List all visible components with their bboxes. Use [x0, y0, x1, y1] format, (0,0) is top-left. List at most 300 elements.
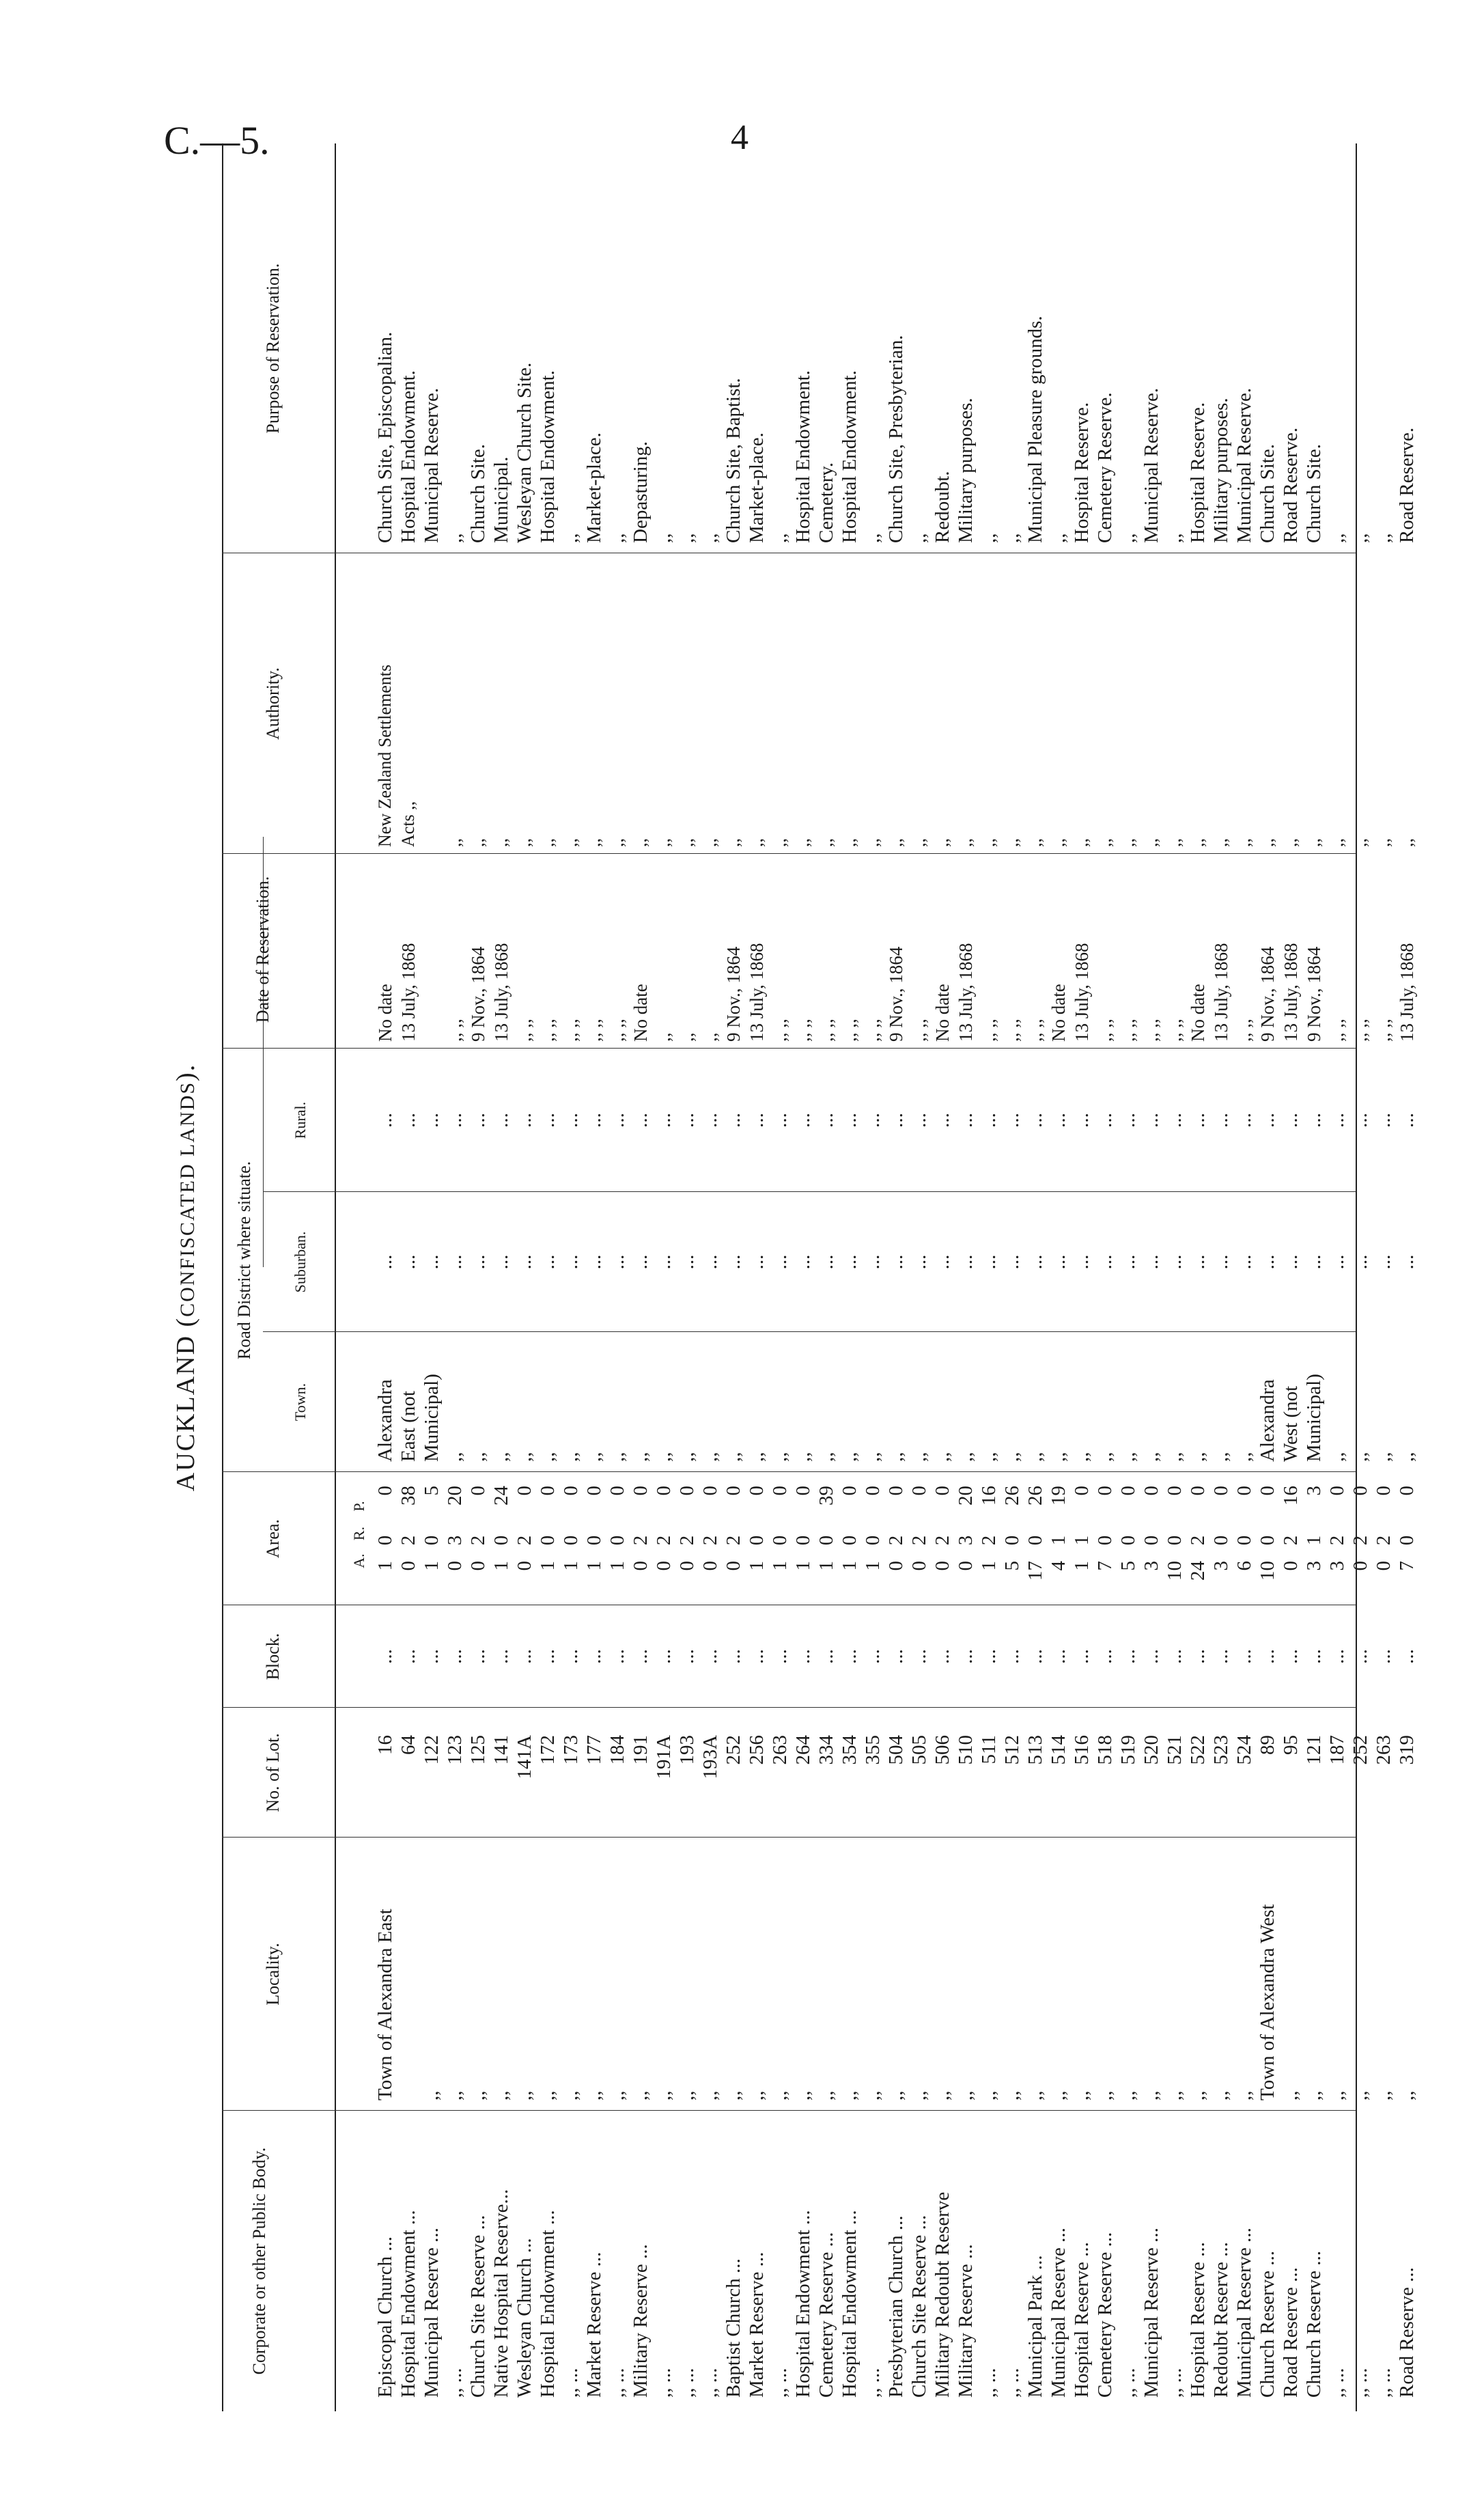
- column-divider: [222, 1048, 1356, 1049]
- cell-block: ...: [514, 1649, 535, 1664]
- cell-authority: ,,: [1164, 838, 1184, 847]
- cell-town: ,,: [1117, 1452, 1139, 1462]
- cell-authority: ,,: [1095, 838, 1115, 847]
- cell-rural: ...: [723, 1113, 744, 1128]
- cell-rural: ...: [1071, 1113, 1093, 1128]
- cell-locality: ,,: [1140, 2090, 1162, 2101]
- cell-date: No date: [375, 984, 395, 1042]
- cell-roods: 0: [1117, 1535, 1139, 1546]
- cell-authority: ,,: [1304, 838, 1324, 847]
- cell-locality: ,,: [1373, 2090, 1395, 2101]
- cell-roods: 2: [1280, 1535, 1302, 1546]
- cell-rural: ...: [978, 1113, 1000, 1128]
- cell-purpose: Municipal Reserve.: [1140, 387, 1162, 543]
- cell-town: ,,: [723, 1452, 744, 1462]
- cell-purpose: Hospital Reserve.: [1187, 402, 1209, 543]
- cell-lot: 516: [1071, 1735, 1093, 1765]
- cell-rural: ...: [444, 1113, 466, 1128]
- cell-lot: 64: [397, 1735, 419, 1755]
- cell-town: West (not: [1280, 1385, 1302, 1462]
- cell-date: ,, ,,: [863, 1018, 883, 1042]
- cell-authority: ,,: [677, 838, 697, 847]
- cell-date: ,, ,,: [561, 1018, 581, 1042]
- cell-rural: ...: [1396, 1113, 1418, 1128]
- cell-purpose: Church Site.: [467, 444, 489, 543]
- table-title: AUCKLAND (CONFISCATED LANDS).: [171, 1063, 200, 1492]
- cell-body: Road Reserve ...: [1280, 2267, 1302, 2398]
- cell-roods: 2: [676, 1535, 698, 1546]
- cell-town: ,,: [1094, 1452, 1116, 1462]
- cell-roods: 2: [1187, 1535, 1209, 1546]
- cell-lot: 334: [815, 1735, 837, 1765]
- cell-perches: 0: [1117, 1486, 1139, 1496]
- cell-suburban: ...: [792, 1254, 814, 1270]
- cell-body: Military Reserve ...: [955, 2244, 977, 2398]
- cell-roods: 0: [769, 1535, 791, 1546]
- cell-acres: 0: [1349, 1561, 1371, 1571]
- cell-roods: 3: [444, 1535, 466, 1546]
- cell-rural: ...: [560, 1113, 582, 1128]
- cell-perches: 0: [908, 1486, 930, 1496]
- cell-suburban: ...: [862, 1254, 884, 1270]
- cell-lot: 518: [1094, 1735, 1116, 1765]
- cell-lot: 505: [908, 1735, 930, 1765]
- cell-acres: 0: [676, 1561, 698, 1571]
- cell-date: 9 Nov., 1864: [1257, 946, 1278, 1042]
- cell-purpose: Municipal Pleasure grounds.: [1024, 316, 1046, 543]
- cell-roods: 0: [1094, 1535, 1116, 1546]
- cell-locality: ,,: [1396, 2090, 1418, 2101]
- cell-authority: ,,: [1211, 838, 1231, 847]
- cell-perches: 0: [746, 1486, 768, 1496]
- cell-town: ,,: [1233, 1452, 1255, 1462]
- cell-acres: 0: [444, 1561, 466, 1571]
- cell-date: ,, ,,: [1095, 1018, 1115, 1042]
- cell-date: 9 Nov., 1864: [723, 946, 744, 1042]
- cell-perches: 0: [676, 1486, 698, 1496]
- cell-block: ...: [839, 1649, 860, 1664]
- cell-lot: 506: [932, 1735, 953, 1765]
- cell-roods: 2: [630, 1535, 652, 1546]
- column-rural: [374, 1055, 1418, 1185]
- cell-purpose: ,,: [769, 533, 791, 543]
- cell-rural: ...: [815, 1113, 837, 1128]
- cell-authority: ,,: [1350, 838, 1370, 847]
- cell-suburban: ...: [1326, 1254, 1348, 1270]
- cell-suburban: ...: [932, 1254, 953, 1270]
- cell-suburban: ...: [1257, 1254, 1278, 1270]
- cell-date: No date: [1048, 984, 1069, 1042]
- cell-suburban: ...: [908, 1254, 930, 1270]
- cell-roods: 0: [606, 1535, 628, 1546]
- cell-locality: Town of Alexandra West: [1257, 1904, 1278, 2101]
- cell-lot: 16: [374, 1735, 396, 1755]
- cell-body: Municipal Park ...: [1024, 2255, 1046, 2398]
- cell-suburban: ...: [537, 1254, 559, 1270]
- cell-authority: ,,: [863, 838, 882, 847]
- cell-acres: 0: [397, 1561, 419, 1571]
- cell-suburban: ...: [444, 1254, 466, 1270]
- cell-town: ,,: [908, 1452, 930, 1462]
- cell-perches: 0: [792, 1486, 814, 1496]
- cell-town: ,,: [1164, 1452, 1186, 1462]
- cell-date: ,,: [654, 1032, 674, 1042]
- cell-acres: 6: [1233, 1561, 1255, 1571]
- cell-suburban: ...: [1373, 1254, 1395, 1270]
- cell-locality: ,,: [1001, 2090, 1023, 2101]
- cell-block: ...: [1326, 1649, 1348, 1664]
- cell-roods: 0: [374, 1535, 396, 1546]
- cell-block: ...: [815, 1649, 837, 1664]
- cell-acres: 1: [815, 1561, 837, 1571]
- cell-acres: 0: [1280, 1561, 1302, 1571]
- header-authority: Authority.: [263, 667, 283, 740]
- cell-date: 13 July, 1868: [746, 943, 767, 1042]
- cell-locality: [397, 1841, 420, 2101]
- cell-body: Hospital Reserve ...: [1071, 2242, 1093, 2398]
- cell-locality: ,,: [815, 2090, 837, 2101]
- cell-body: ,, ...: [978, 2368, 1000, 2398]
- cell-locality: ,,: [885, 2090, 907, 2101]
- cell-date: ,, ,,: [816, 1018, 837, 1042]
- column-locality: [374, 1841, 1418, 2101]
- cell-body: Municipal Reserve ...: [421, 2228, 443, 2398]
- cell-date: ,, ,,: [445, 1018, 465, 1042]
- cell-lot: 520: [1140, 1735, 1162, 1765]
- cell-block: ...: [1094, 1649, 1116, 1664]
- cell-block: ...: [955, 1649, 977, 1664]
- cell-lot: 123: [444, 1735, 466, 1765]
- cell-body: ,, ...: [1001, 2368, 1023, 2398]
- cell-date: 9 Nov., 1864: [886, 946, 906, 1042]
- cell-suburban: ...: [1024, 1254, 1046, 1270]
- cell-roods: 2: [1326, 1535, 1348, 1546]
- cell-rural: ...: [1117, 1113, 1139, 1128]
- cell-lot: 173: [560, 1735, 582, 1765]
- cell-perches: 0: [560, 1486, 582, 1496]
- cell-purpose: ,,: [1326, 533, 1348, 543]
- header-purpose: Purpose of Reservation.: [263, 263, 283, 434]
- cell-town: ,,: [1396, 1452, 1418, 1462]
- column-roods: [374, 1527, 1418, 1554]
- cell-authority: ,,: [1072, 838, 1091, 847]
- cell-suburban: ...: [1140, 1254, 1162, 1270]
- cell-body: Municipal Reserve ...: [1140, 2228, 1162, 2398]
- cell-roods: 2: [699, 1535, 721, 1546]
- cell-perches: 0: [1164, 1486, 1186, 1496]
- cell-perches: 0: [1373, 1486, 1395, 1496]
- cell-suburban: ...: [1349, 1254, 1371, 1270]
- cell-authority: New Zealand Settlements: [375, 664, 395, 847]
- cell-authority: Acts ,,: [398, 801, 418, 847]
- cell-acres: 0: [723, 1561, 744, 1571]
- cell-suburban: ...: [606, 1254, 628, 1270]
- cell-body: ,, ...: [1117, 2368, 1139, 2398]
- cell-block: ...: [978, 1649, 1000, 1664]
- cell-perches: 20: [444, 1486, 466, 1506]
- cell-suburban: ...: [723, 1254, 744, 1270]
- cell-acres: 10: [1164, 1561, 1186, 1581]
- cell-rural: ...: [537, 1113, 559, 1128]
- cell-perches: 26: [1001, 1486, 1023, 1506]
- cell-date: [420, 857, 443, 1042]
- cell-roods: 0: [1001, 1535, 1023, 1546]
- cell-lot: 184: [606, 1735, 628, 1765]
- cell-town: ,,: [1071, 1452, 1093, 1462]
- cell-purpose: Church Site.: [1303, 444, 1325, 543]
- cell-rural: ...: [699, 1113, 721, 1128]
- cell-suburban: ...: [1396, 1254, 1418, 1270]
- cell-perches: 0: [932, 1486, 953, 1496]
- cell-authority: ,,: [909, 838, 929, 847]
- cell-body: ,, ...: [1164, 2368, 1186, 2398]
- cell-roods: 2: [514, 1535, 535, 1546]
- cell-locality: ,,: [1187, 2090, 1209, 2101]
- cell-town: ,,: [1024, 1452, 1046, 1462]
- cell-acres: 10: [1257, 1561, 1278, 1581]
- column-divider: [263, 1191, 1356, 1192]
- cell-block: ...: [397, 1649, 419, 1664]
- cell-acres: 5: [1117, 1561, 1139, 1571]
- cell-acres: 1: [583, 1561, 605, 1571]
- cell-town: Alexandra: [1257, 1379, 1278, 1462]
- cell-date: 13 July, 1868: [1211, 943, 1231, 1042]
- cell-block: ...: [1280, 1649, 1302, 1664]
- cell-block: ...: [1373, 1649, 1395, 1664]
- column-perches: [374, 1486, 1418, 1520]
- cell-locality: ,,: [1326, 2090, 1348, 2101]
- cell-town: ,,: [839, 1452, 860, 1462]
- cell-date: ,, ,,: [514, 1018, 535, 1042]
- cell-lot: 319: [1396, 1735, 1418, 1765]
- cell-authority: ,,: [979, 838, 998, 847]
- cell-suburban: ...: [1071, 1254, 1093, 1270]
- cell-lot: 510: [955, 1735, 977, 1765]
- cell-body: Hospital Endowment ...: [537, 2210, 559, 2398]
- cell-purpose: Depasturing.: [630, 441, 652, 543]
- cell-rural: ...: [1024, 1113, 1046, 1128]
- cell-perches: 3: [1303, 1486, 1325, 1496]
- cell-rural: ...: [1349, 1113, 1371, 1128]
- cell-rural: ...: [1233, 1113, 1255, 1128]
- header-town: Town.: [292, 1383, 309, 1422]
- cell-acres: 5: [1001, 1561, 1023, 1571]
- cell-body: Church Site Reserve ...: [467, 2215, 489, 2398]
- cell-body: Road Reserve ...: [1396, 2267, 1418, 2398]
- cell-perches: 0: [653, 1486, 675, 1496]
- cell-suburban: ...: [1280, 1254, 1302, 1270]
- cell-lot: 514: [1048, 1735, 1069, 1765]
- page-number: 4: [731, 118, 748, 157]
- column-body: [374, 2114, 1418, 2398]
- cell-block: ...: [1117, 1649, 1139, 1664]
- cell-purpose: Municipal Reserve.: [421, 387, 443, 543]
- cell-date: 13 July, 1868: [491, 943, 512, 1042]
- cell-perches: 0: [583, 1486, 605, 1496]
- cell-acres: 1: [606, 1561, 628, 1571]
- cell-authority: [420, 557, 443, 847]
- cell-block: ...: [1303, 1649, 1325, 1664]
- cell-body: ,, ...: [1326, 2368, 1348, 2398]
- table-top-rule: [222, 143, 223, 2411]
- cell-acres: 17: [1024, 1561, 1046, 1581]
- cell-town: ,,: [1373, 1452, 1395, 1462]
- cell-authority: ,,: [445, 838, 464, 847]
- cell-town: ,,: [1349, 1452, 1371, 1462]
- cell-authority: ,,: [607, 838, 627, 847]
- cell-purpose: ,,: [560, 533, 582, 543]
- cell-date: No date: [932, 984, 953, 1042]
- cell-rural: ...: [467, 1113, 489, 1128]
- cell-rural: ...: [514, 1113, 535, 1128]
- cell-roods: 0: [815, 1535, 837, 1546]
- cell-roods: 0: [1164, 1535, 1186, 1546]
- cell-block: ...: [1233, 1649, 1255, 1664]
- cell-block: ...: [885, 1649, 907, 1664]
- cell-purpose: ,,: [444, 533, 466, 543]
- cell-body: Military Redoubt Reserve: [932, 2191, 953, 2398]
- cell-roods: 0: [537, 1535, 559, 1546]
- cell-perches: 0: [514, 1486, 535, 1496]
- cell-purpose: ,,: [676, 533, 698, 543]
- cell-purpose: Road Reserve.: [1396, 427, 1418, 543]
- cell-roods: 0: [490, 1535, 512, 1546]
- cell-block: ...: [653, 1649, 675, 1664]
- cell-acres: 1: [978, 1561, 1000, 1571]
- cell-perches: 0: [885, 1486, 907, 1496]
- cell-block: ...: [932, 1649, 953, 1664]
- cell-locality: ,,: [723, 2090, 744, 2101]
- cell-body: ,, ...: [1349, 2368, 1371, 2398]
- cell-body: Episcopal Church ...: [374, 2236, 396, 2398]
- cell-date: ,, ,,: [1118, 1018, 1138, 1042]
- cell-acres: 1: [490, 1561, 512, 1571]
- cell-acres: 0: [1373, 1561, 1395, 1571]
- cell-roods: 0: [1257, 1535, 1278, 1546]
- cell-suburban: ...: [746, 1254, 768, 1270]
- cell-block: ...: [490, 1649, 512, 1664]
- cell-perches: 0: [537, 1486, 559, 1496]
- cell-lot: 177: [583, 1735, 605, 1765]
- cell-date: ,, ,,: [584, 1018, 604, 1042]
- cell-date: ,, ,,: [793, 1018, 813, 1042]
- cell-rural: ...: [583, 1113, 605, 1128]
- cell-body: ,, ...: [699, 2368, 721, 2398]
- cell-perches: 0: [1326, 1486, 1348, 1496]
- cell-purpose: Redoubt.: [932, 471, 953, 543]
- cell-locality: ,,: [606, 2090, 628, 2101]
- cell-roods: 0: [421, 1535, 443, 1546]
- cell-suburban: ...: [467, 1254, 489, 1270]
- cell-suburban: ...: [1094, 1254, 1116, 1270]
- cell-acres: 1: [792, 1561, 814, 1571]
- cell-town: ,,: [746, 1452, 768, 1462]
- cell-date: 9 Nov., 1864: [1304, 946, 1324, 1042]
- cell-block: ...: [723, 1649, 744, 1664]
- cell-suburban: ...: [885, 1254, 907, 1270]
- cell-purpose: Church Site.: [1257, 444, 1278, 543]
- cell-lot: 141A: [514, 1735, 535, 1779]
- cell-suburban: ...: [1164, 1254, 1186, 1270]
- cell-acres: 0: [955, 1561, 977, 1571]
- cell-purpose: ,,: [862, 533, 884, 543]
- perches-unit: P.: [350, 1501, 367, 1512]
- cell-rural: ...: [1210, 1113, 1232, 1128]
- cell-authority: ,,: [886, 838, 906, 847]
- cell-block: ...: [1210, 1649, 1232, 1664]
- cell-roods: 1: [1303, 1535, 1325, 1546]
- cell-locality: ,,: [514, 2090, 535, 2101]
- cell-rural: ...: [1303, 1113, 1325, 1128]
- acres-unit: A.: [350, 1553, 367, 1568]
- cell-date: ,, ,,: [839, 1018, 860, 1042]
- cell-body: Municipal Reserve ...: [1233, 2228, 1255, 2398]
- cell-locality: ,,: [839, 2090, 860, 2101]
- cell-acres: 1: [862, 1561, 884, 1571]
- cell-authority: ,,: [654, 838, 673, 847]
- column-authority: [374, 557, 1418, 847]
- cell-roods: 0: [839, 1535, 860, 1546]
- cell-suburban: ...: [653, 1254, 675, 1270]
- cell-acres: 1: [537, 1561, 559, 1571]
- cell-date: ,, ,,: [1373, 1018, 1394, 1042]
- column-date: [374, 857, 1418, 1042]
- cell-roods: 0: [1396, 1535, 1418, 1546]
- cell-body: ,, ...: [1373, 2368, 1395, 2398]
- cell-purpose: ,,: [908, 533, 930, 543]
- cell-roods: 2: [653, 1535, 675, 1546]
- cell-purpose: ,,: [699, 533, 721, 543]
- cell-town: ,,: [862, 1452, 884, 1462]
- cell-block: ...: [444, 1649, 466, 1664]
- cell-locality: ,,: [1024, 2090, 1046, 2101]
- cell-suburban: ...: [1187, 1254, 1209, 1270]
- cell-lot: 512: [1001, 1735, 1023, 1765]
- cell-acres: 3: [1326, 1561, 1348, 1571]
- cell-block: ...: [1257, 1649, 1278, 1664]
- cell-town: ,,: [955, 1452, 977, 1462]
- cell-locality: ,,: [746, 2090, 768, 2101]
- cell-block: ...: [583, 1649, 605, 1664]
- table-header-rule: [335, 143, 336, 2411]
- cell-locality: ,,: [444, 2090, 466, 2101]
- cell-acres: 24: [1187, 1561, 1209, 1581]
- area-units-header: [350, 1486, 368, 1575]
- cell-locality: ,,: [1094, 2090, 1116, 2101]
- cell-roods: 0: [746, 1535, 768, 1546]
- cell-town: Alexandra: [374, 1379, 396, 1462]
- cell-rural: ...: [1001, 1113, 1023, 1128]
- cell-purpose: Market-place.: [583, 432, 605, 543]
- cell-suburban: ...: [955, 1254, 977, 1270]
- cell-rural: ...: [1280, 1113, 1302, 1128]
- cell-date: ,, ,,: [1234, 1018, 1255, 1042]
- cell-town: ,,: [560, 1452, 582, 1462]
- cell-town: ,,: [815, 1452, 837, 1462]
- cell-perches: 20: [955, 1486, 977, 1506]
- cell-lot: 522: [1187, 1735, 1209, 1765]
- cell-authority: ,,: [1257, 838, 1277, 847]
- column-divider: [222, 2110, 1356, 2111]
- header-district: Road District where situate.: [234, 1161, 254, 1360]
- cell-suburban: ...: [560, 1254, 582, 1270]
- cell-town: East (not: [397, 1391, 419, 1462]
- cell-perches: 0: [839, 1486, 860, 1496]
- cell-purpose: ,,: [1349, 533, 1371, 543]
- cell-authority: ,,: [700, 838, 720, 847]
- cell-purpose: Church Site, Episcopalian.: [374, 331, 396, 543]
- cell-purpose: ,,: [1048, 533, 1069, 543]
